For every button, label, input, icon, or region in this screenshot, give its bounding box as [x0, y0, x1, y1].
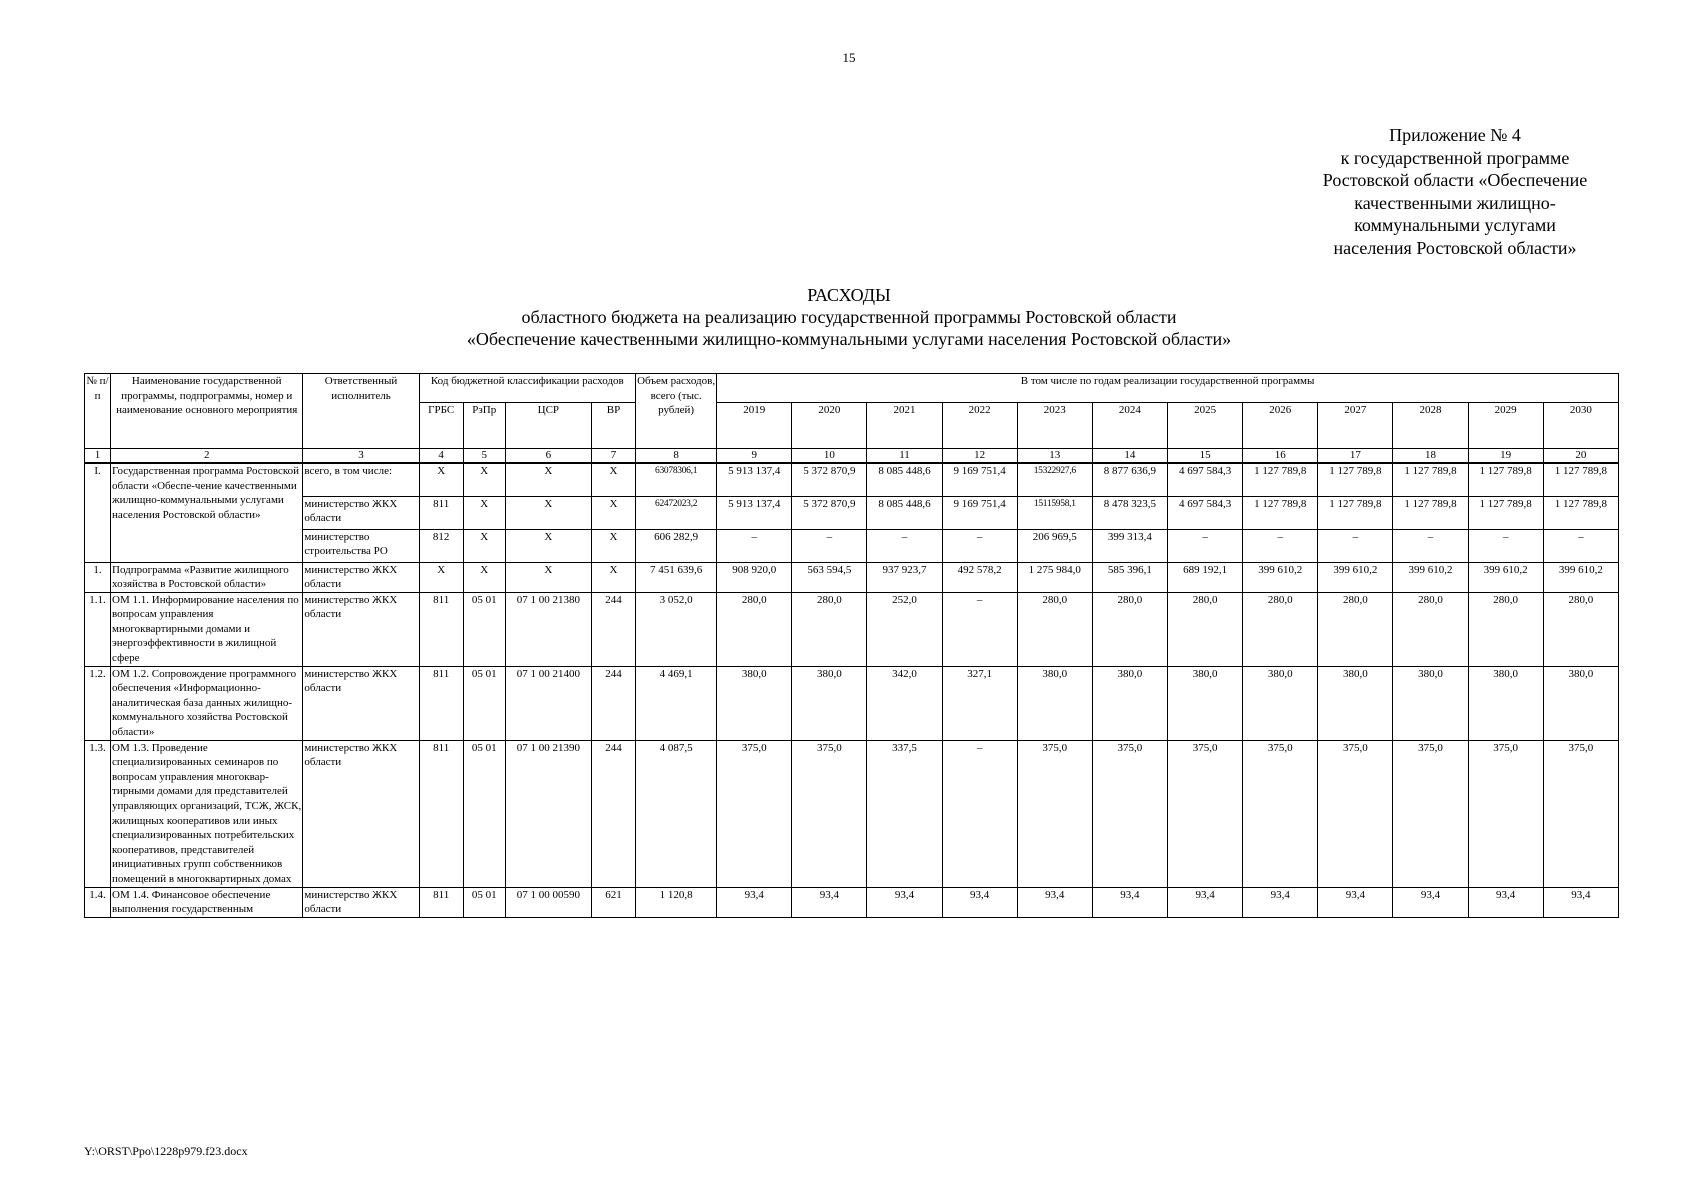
row-grbs: 811	[419, 887, 463, 917]
row-year-value: 375,0	[1168, 740, 1243, 887]
row-year-value: 8 085 448,6	[867, 496, 942, 529]
column-number: 6	[505, 449, 591, 464]
row-year-value: 93,4	[1468, 887, 1543, 917]
header-year: 2030	[1543, 403, 1618, 449]
column-number: 8	[636, 449, 717, 464]
row-year-value: 280,0	[1318, 592, 1393, 666]
row-year-value: 15322927,6	[1017, 463, 1092, 496]
column-number: 19	[1468, 449, 1543, 464]
row-vr: 244	[591, 666, 635, 740]
header-name: Наименование государственной программы, подпрограммы, номер и наименование основного мероприятия	[111, 374, 303, 449]
row-year-value: 563 594,5	[792, 562, 867, 592]
row-year-value: 93,4	[1393, 887, 1468, 917]
row-year-value: 375,0	[1318, 740, 1393, 887]
column-number: 9	[717, 449, 792, 464]
row-csr: Х	[505, 529, 591, 562]
row-total: 606 282,9	[636, 529, 717, 562]
column-number: 12	[942, 449, 1017, 464]
row-rzpr: Х	[463, 562, 505, 592]
row-year-value: 1 127 789,8	[1243, 496, 1318, 529]
header-grbs: ГРБС	[419, 403, 463, 449]
row-year-value: 8 478 323,5	[1092, 496, 1167, 529]
appendix-line: населения Ростовской области»	[1333, 237, 1577, 258]
row-total: 7 451 639,6	[636, 562, 717, 592]
row-executor: всего, в том числе:	[303, 463, 419, 496]
row-year-value: 280,0	[1092, 592, 1167, 666]
row-year-value: 375,0	[1017, 740, 1092, 887]
appendix-heading	[1290, 124, 1620, 259]
row-year-value: 93,4	[792, 887, 867, 917]
row-csr: 07 1 00 21400	[505, 666, 591, 740]
row-year-value: 380,0	[1393, 666, 1468, 740]
row-year-value: –	[792, 529, 867, 562]
row-vr: 621	[591, 887, 635, 917]
row-year-value: 206 969,5	[1017, 529, 1092, 562]
row-year-value: 5 913 137,4	[717, 463, 792, 496]
row-year-value: 375,0	[1243, 740, 1318, 887]
row-year-value: 380,0	[1168, 666, 1243, 740]
row-year-value: 280,0	[1543, 592, 1618, 666]
row-year-value: 280,0	[1393, 592, 1468, 666]
row-year-value: 93,4	[1318, 887, 1393, 917]
row-csr: 07 1 00 21390	[505, 740, 591, 887]
row-vr: 244	[591, 740, 635, 887]
row-year-value: –	[1543, 529, 1618, 562]
file-path-footer: Y:\ORST\Ppo\1228p979.f23.docx	[84, 1144, 248, 1158]
row-number: 1.2.	[85, 666, 111, 740]
row-year-value: 689 192,1	[1168, 562, 1243, 592]
row-grbs: 811	[419, 740, 463, 887]
row-grbs: 811	[419, 592, 463, 666]
row-year-value: 380,0	[1017, 666, 1092, 740]
row-year-value: 8 877 636,9	[1092, 463, 1167, 496]
row-executor: министерство ЖКХ области	[303, 592, 419, 666]
header-year: 2019	[717, 403, 792, 449]
row-year-value: 1 127 789,8	[1543, 463, 1618, 496]
row-year-value: 937 923,7	[867, 562, 942, 592]
row-executor: министерство ЖКХ области	[303, 740, 419, 887]
appendix-line: качественными жилищно-	[1354, 192, 1556, 213]
row-year-value: 337,5	[867, 740, 942, 887]
row-year-value: 252,0	[867, 592, 942, 666]
row-year-value: 380,0	[1318, 666, 1393, 740]
row-year-value: –	[1243, 529, 1318, 562]
column-number-row	[85, 449, 1619, 464]
column-number: 16	[1243, 449, 1318, 464]
row-year-value: 93,4	[1092, 887, 1167, 917]
header-code-group: Код бюджетной классификации расходов	[419, 374, 635, 403]
row-number: 1.3.	[85, 740, 111, 887]
row-name: Подпрограмма «Развитие жилищного хозяйства в Ростовской области»	[111, 562, 303, 592]
row-year-value: 280,0	[1243, 592, 1318, 666]
header-year: 2028	[1393, 403, 1468, 449]
row-year-value: 1 127 789,8	[1468, 496, 1543, 529]
row-vr: 244	[591, 592, 635, 666]
row-year-value: 380,0	[1092, 666, 1167, 740]
title-line: «Обеспечение качественными жилищно-коммунальными услугами населения Ростовской области»	[466, 329, 1232, 349]
row-rzpr: Х	[463, 496, 505, 529]
header-vr: ВР	[591, 403, 635, 449]
column-number: 20	[1543, 449, 1618, 464]
page-number: 15	[842, 50, 856, 65]
row-year-value: 93,4	[867, 887, 942, 917]
header-year: 2027	[1318, 403, 1393, 449]
table-row	[85, 592, 1619, 666]
row-vr: Х	[591, 463, 635, 496]
row-year-value: 375,0	[1092, 740, 1167, 887]
row-year-value: –	[1393, 529, 1468, 562]
row-year-value: 380,0	[792, 666, 867, 740]
row-year-value: 5 372 870,9	[792, 496, 867, 529]
row-year-value: 375,0	[1393, 740, 1468, 887]
header-years-group: В том числе по годам реализации государственной программы	[717, 374, 1619, 403]
title-line: областного бюджета на реализацию государственной программы Ростовской области	[521, 307, 1177, 327]
header-row	[85, 374, 1619, 403]
row-year-value: 908 920,0	[717, 562, 792, 592]
table-row	[85, 887, 1619, 917]
row-year-value: 399 610,2	[1393, 562, 1468, 592]
row-executor: министерство ЖКХ области	[303, 666, 419, 740]
row-grbs: 811	[419, 666, 463, 740]
row-year-value: 380,0	[1543, 666, 1618, 740]
row-number: 1.	[85, 562, 111, 592]
row-year-value: 4 697 584,3	[1168, 463, 1243, 496]
row-total: 3 052,0	[636, 592, 717, 666]
row-name: ОМ 1.3. Проведение специализированных семинаров по вопросам управления многоквар-тирными домами для представителей управляющих организаций, ТСЖ, ЖСК, жилищных кооперативов или иных специализированных потребительских кооперативов, представителей инициативных групп собственников помещений в многоквартирных домах	[111, 740, 303, 887]
expenses-table	[84, 373, 1619, 918]
header-year: 2021	[867, 403, 942, 449]
header-year: 2029	[1468, 403, 1543, 449]
row-year-value: 280,0	[717, 592, 792, 666]
row-year-value: –	[1168, 529, 1243, 562]
column-number: 3	[303, 449, 419, 464]
appendix-line: коммунальными услугами	[1354, 215, 1556, 235]
row-name: ОМ 1.4. Финансовое обеспечение выполнения государственным	[111, 887, 303, 917]
row-year-value: 492 578,2	[942, 562, 1017, 592]
row-rzpr: Х	[463, 529, 505, 562]
row-year-value: 380,0	[1468, 666, 1543, 740]
row-rzpr: 05 01	[463, 592, 505, 666]
row-vr: Х	[591, 562, 635, 592]
row-year-value: 9 169 751,4	[942, 463, 1017, 496]
row-year-value: –	[1468, 529, 1543, 562]
row-year-value: 399 610,2	[1318, 562, 1393, 592]
column-number: 15	[1168, 449, 1243, 464]
row-year-value: 375,0	[1543, 740, 1618, 887]
row-name: ОМ 1.1. Информирование населения по вопросам управления многоквартирными домами и энергоэффективности в жилищной сфере	[111, 592, 303, 666]
table-row	[85, 562, 1619, 592]
row-year-value: 1 127 789,8	[1393, 496, 1468, 529]
program-row	[85, 463, 1619, 496]
row-csr: Х	[505, 562, 591, 592]
column-number: 7	[591, 449, 635, 464]
row-year-value: 15115958,1	[1017, 496, 1092, 529]
row-year-value: 280,0	[1168, 592, 1243, 666]
row-year-value: –	[717, 529, 792, 562]
row-year-value: 280,0	[792, 592, 867, 666]
header-year: 2024	[1092, 403, 1167, 449]
row-year-value: –	[942, 740, 1017, 887]
header-num: № п/п	[85, 374, 111, 449]
column-number: 13	[1017, 449, 1092, 464]
row-rzpr: Х	[463, 463, 505, 496]
row-year-value: 5 372 870,9	[792, 463, 867, 496]
header-year: 2026	[1243, 403, 1318, 449]
row-executor: министерство строительства РО	[303, 529, 419, 562]
row-year-value: 585 396,1	[1092, 562, 1167, 592]
column-number: 18	[1393, 449, 1468, 464]
row-year-value: 1 127 789,8	[1318, 496, 1393, 529]
row-executor: министерство ЖКХ области	[303, 562, 419, 592]
row-year-value: 380,0	[1243, 666, 1318, 740]
row-total: 63078306,1	[636, 463, 717, 496]
row-total: 1 120,8	[636, 887, 717, 917]
column-number: 17	[1318, 449, 1393, 464]
document-title	[0, 284, 1698, 350]
row-year-value: 4 697 584,3	[1168, 496, 1243, 529]
row-vr: Х	[591, 529, 635, 562]
program-row	[85, 496, 1619, 529]
row-year-value: 280,0	[1017, 592, 1092, 666]
header-rzpr: РзПр	[463, 403, 505, 449]
column-number: 2	[111, 449, 303, 464]
header-executor: Ответственный исполнитель	[303, 374, 419, 449]
row-year-value: 9 169 751,4	[942, 496, 1017, 529]
row-total: 4 087,5	[636, 740, 717, 887]
header-volume: Объем расходов, всего (тыс. рублей)	[636, 374, 717, 449]
row-year-value: 93,4	[1243, 887, 1318, 917]
row-year-value: 1 127 789,8	[1318, 463, 1393, 496]
row-year-value: 93,4	[1168, 887, 1243, 917]
row-number: 1.4.	[85, 887, 111, 917]
row-year-value: –	[942, 529, 1017, 562]
row-year-value: 375,0	[717, 740, 792, 887]
row-year-value: 1 127 789,8	[1243, 463, 1318, 496]
row-year-value: 1 127 789,8	[1543, 496, 1618, 529]
header-year: 2025	[1168, 403, 1243, 449]
row-total: 4 469,1	[636, 666, 717, 740]
column-number: 5	[463, 449, 505, 464]
row-year-value: 1 275 984,0	[1017, 562, 1092, 592]
appendix-line: Ростовской области «Обеспечение	[1322, 170, 1588, 190]
row-grbs: Х	[419, 463, 463, 496]
row-year-value: 5 913 137,4	[717, 496, 792, 529]
row-csr: 07 1 00 00590	[505, 887, 591, 917]
row-grbs: 811	[419, 496, 463, 529]
row-grbs: Х	[419, 562, 463, 592]
column-number: 14	[1092, 449, 1167, 464]
program-row	[85, 529, 1619, 562]
table-row	[85, 666, 1619, 740]
row-year-value: 342,0	[867, 666, 942, 740]
row-year-value: –	[867, 529, 942, 562]
row-year-value: 93,4	[717, 887, 792, 917]
row-rzpr: 05 01	[463, 740, 505, 887]
row-name: ОМ 1.2. Сопровождение программного обеспечения «Информационно-аналитическая база данных жилищно-коммунального хозяйства Ростовской области»	[111, 666, 303, 740]
row-csr: Х	[505, 496, 591, 529]
row-grbs: 812	[419, 529, 463, 562]
row-year-value: 93,4	[1543, 887, 1618, 917]
appendix-line: Приложение № 4	[1389, 125, 1521, 145]
row-year-value: 380,0	[717, 666, 792, 740]
row-name: Государственная программа Ростовской области «Обеспе-чение качественными жилищно-коммунальными услугами населения Ростовской области»	[111, 463, 303, 562]
header-csr: ЦСР	[505, 403, 591, 449]
row-executor: министерство ЖКХ области	[303, 496, 419, 529]
row-year-value: 327,1	[942, 666, 1017, 740]
column-number: 1	[85, 449, 111, 464]
row-year-value: 399 313,4	[1092, 529, 1167, 562]
row-number: 1.1.	[85, 592, 111, 666]
table-row	[85, 740, 1619, 887]
header-year: 2022	[942, 403, 1017, 449]
row-number: I.	[85, 463, 111, 562]
row-year-value: 8 085 448,6	[867, 463, 942, 496]
row-year-value: –	[942, 592, 1017, 666]
title-line: РАСХОДЫ	[807, 285, 891, 305]
column-number: 10	[792, 449, 867, 464]
header-year: 2023	[1017, 403, 1092, 449]
row-year-value: 399 610,2	[1468, 562, 1543, 592]
row-year-value: –	[1318, 529, 1393, 562]
row-year-value: 1 127 789,8	[1468, 463, 1543, 496]
row-year-value: 375,0	[1468, 740, 1543, 887]
row-total: 62472023,2	[636, 496, 717, 529]
row-csr: Х	[505, 463, 591, 496]
row-csr: 07 1 00 21380	[505, 592, 591, 666]
row-executor: министерство ЖКХ области	[303, 887, 419, 917]
row-rzpr: 05 01	[463, 666, 505, 740]
column-number: 4	[419, 449, 463, 464]
header-year: 2020	[792, 403, 867, 449]
row-year-value: 375,0	[792, 740, 867, 887]
row-year-value: 280,0	[1468, 592, 1543, 666]
row-year-value: 399 610,2	[1543, 562, 1618, 592]
row-rzpr: 05 01	[463, 887, 505, 917]
row-year-value: 399 610,2	[1243, 562, 1318, 592]
row-vr: Х	[591, 496, 635, 529]
row-year-value: 1 127 789,8	[1393, 463, 1468, 496]
column-number: 11	[867, 449, 942, 464]
appendix-line: к государственной программе	[1340, 147, 1570, 168]
row-year-value: 93,4	[1017, 887, 1092, 917]
row-year-value: 93,4	[942, 887, 1017, 917]
